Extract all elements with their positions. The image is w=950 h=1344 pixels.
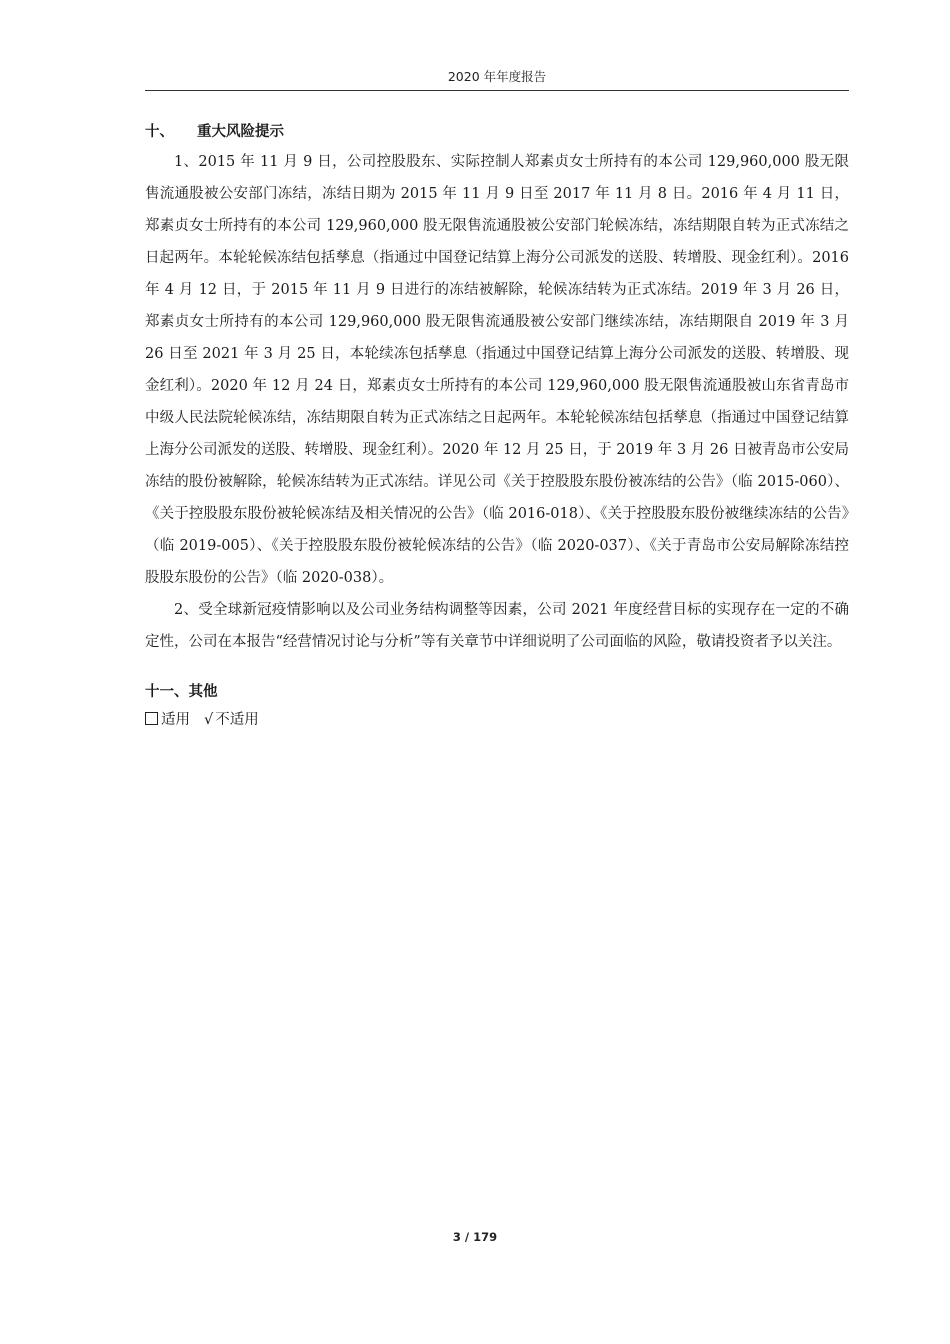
risk-paragraph-1: 1、2015 年 11 月 9 日，公司控股股东、实际控制人郑素贞女士所持有的本公司 129,960,000 股无限售流通股被公安部门冻结，冻结日期为 2015 年 11 月 9 日至 2017 年 11 月 8 日。2016 年 4 月 11 日，郑素贞女士所持有的本公司 129,960,000 股无限售流通股被公安部门轮候冻结，冻结期限自转为正式冻结之日起两年。本轮轮候冻结包括孳息（指通过中国登记结算上海分公司派发的送股、转增股、现金红利）。2016 年 4 月 12 日，于 2015 年 11 月 9 日进行的冻结被解除，轮候冻结转为正式冻结。2019 年 3 月 26 日，郑素贞女士所持有的本公司 129,960,000 股无限售流通股被公安部门继续冻结，冻结期限自 2019 年 3 月 26 日至 2021 年 3 月 25 日，本轮续冻包括孳息（指通过中国登记结算上海分公司派发的送股、转增股、现金红利）。2020 年 12 月 24 日，郑素贞女士所持有的本公司 129,960,000 股无限售流通股被山东省青岛市中级人民法院轮候冻结，冻结期限自转为正式冻结之日起两年。本轮轮候冻结包括孳息（指通过中国登记结算上海分公司派发的送股、转增股、现金红利）。2020 年 12 月 25 日，于 2019 年 3 月 26 日被青岛市公安局冻结的股份被解除，轮候冻结转为正式冻结。详见公司《关于控股股东股份被冻结的公告》（临 2015-060）、《关于控股股东股份被轮候冻结及相关情况的公告》（临 2016-018）、《关于控股股东股份被继续冻结的公告》（临 2019-005）、《关于控股股东股份被轮候冻结的公告》（临 2020-037）、《关于青岛市公安局解除冻结控股股东股份的公告》（临 2020-038）。 <box>145 154 849 586</box>
applicable-label: 适用 <box>161 712 190 728</box>
section-spacer <box>145 658 849 678</box>
not-applicable-label: 不适用 <box>215 712 259 728</box>
report-title: 2020 年年度报告 <box>447 69 547 84</box>
section-title: 重大风险提示 <box>197 124 284 140</box>
section-number: 十、 <box>145 124 174 140</box>
section-heading-risk <box>145 118 849 146</box>
section-heading-other: 十一、其他 <box>145 684 218 700</box>
risk-paragraph-2: 2、受全球新冠疫情影响以及公司业务结构调整等因素，公司 2021 年度经营目标的实现存在一定的不确定性，公司在本报告“经营情况讨论与分析”等有关章节中详细说明了公司面临的风险，敬请投资者予以关注。 <box>145 602 849 650</box>
unchecked-box-icon <box>145 712 158 725</box>
applicability-options <box>145 706 849 734</box>
page-header <box>145 64 849 91</box>
main-content <box>145 118 849 734</box>
page-number: 3 / 179 <box>452 1230 498 1244</box>
check-mark-icon: √ <box>204 712 214 728</box>
